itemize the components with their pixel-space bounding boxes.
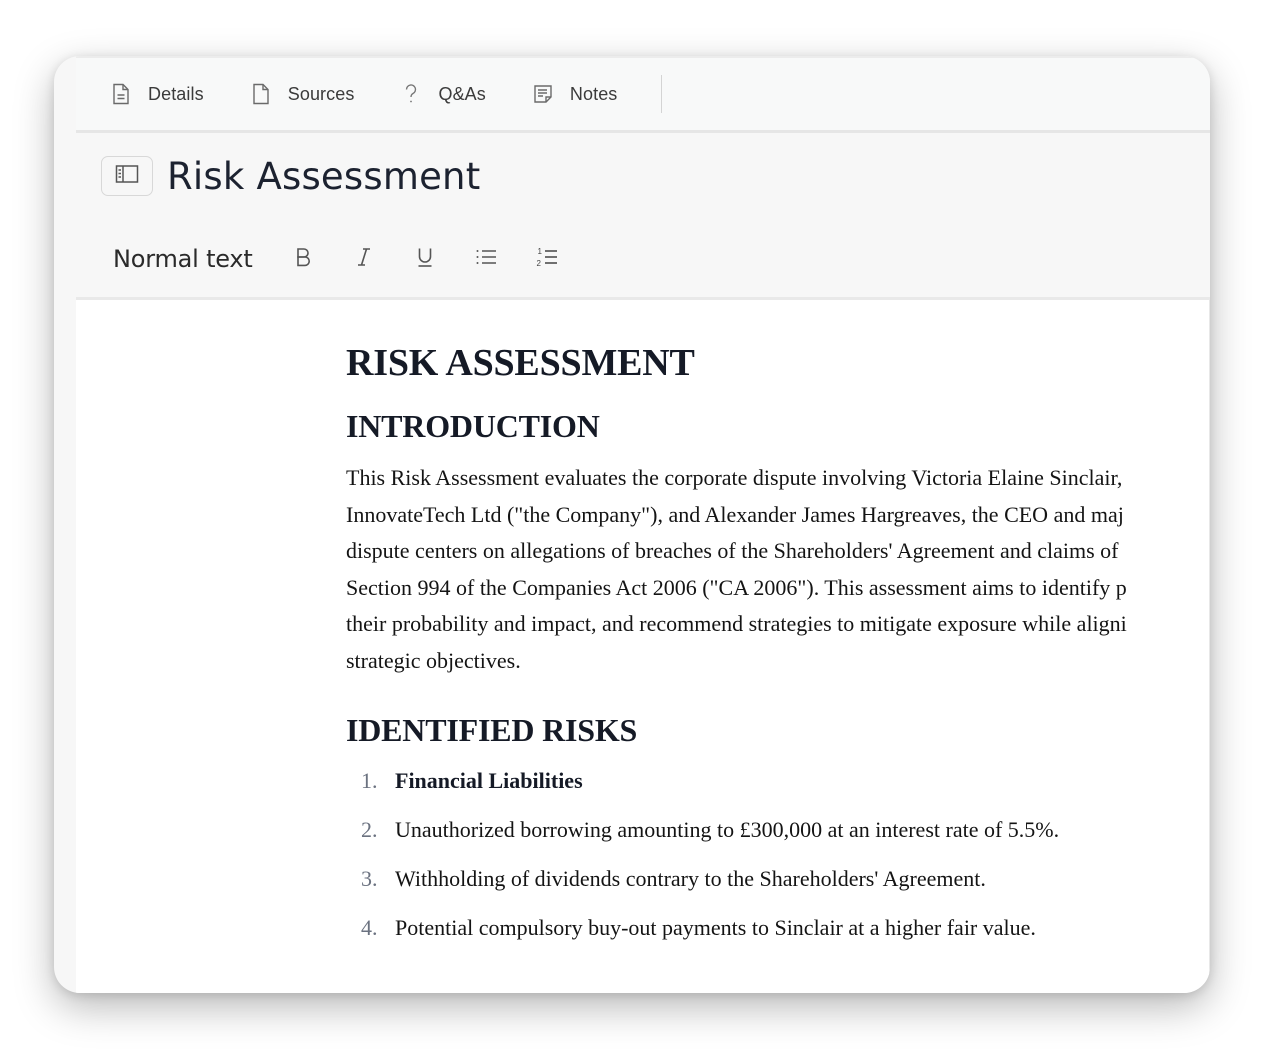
paragraph-line: their probability and impact, and recommend strategies to mitigate exposure while aligni	[346, 611, 1127, 637]
notes-icon	[532, 83, 554, 105]
list-text: Unauthorized borrowing amounting to £300,000 at an interest rate of 5.5%.	[395, 816, 1060, 842]
italic-icon	[355, 246, 373, 273]
sidebar-panel-icon	[115, 164, 139, 189]
risks-list	[346, 766, 1210, 943]
title-bar	[76, 131, 1210, 221]
italic-button[interactable]	[344, 242, 384, 276]
underline-icon	[416, 246, 434, 273]
paragraph-line: strategic objectives.	[346, 647, 521, 673]
tab-notes[interactable]	[532, 74, 618, 114]
bullet-list-icon	[475, 247, 497, 272]
underline-button[interactable]	[405, 242, 445, 276]
document-editor[interactable]	[76, 297, 1210, 993]
document-heading: RISK ASSESSMENT	[346, 342, 695, 384]
tab-qas[interactable]	[400, 74, 485, 114]
list-number: 1.	[361, 767, 378, 793]
svg-text:2: 2	[536, 258, 541, 268]
tab-divider	[661, 75, 662, 113]
paragraph-line: Section 994 of the Companies Act 2006 ("CA 2006"). This assessment aims to identify p	[346, 574, 1127, 600]
tab-sources[interactable]	[250, 74, 355, 114]
text-style-select[interactable]: Normal text	[113, 245, 253, 273]
list-item	[346, 815, 1210, 845]
tab-label: Sources	[287, 83, 355, 104]
section-heading-identified-risks: IDENTIFIED RISKS	[346, 711, 638, 748]
tab-bar	[76, 56, 1210, 133]
question-mark-icon	[400, 83, 422, 105]
numbered-list-icon	[536, 246, 558, 273]
formatting-toolbar	[76, 221, 1210, 297]
paragraph-line: dispute centers on allegations of breaches of the Shareholders' Agreement and claims of	[346, 538, 1119, 564]
tab-label: Details	[148, 83, 204, 104]
document-lines-icon	[110, 83, 132, 105]
document-body	[346, 340, 1210, 962]
list-text: Financial Liabilities	[395, 767, 583, 793]
list-item	[346, 766, 1210, 796]
paragraph-line: InnovateTech Ltd ("the Company"), and Alexander James Hargreaves, the CEO and maj	[346, 501, 1124, 527]
page-title: Risk Assessment	[167, 154, 481, 198]
list-text: Withholding of dividends contrary to the Shareholders' Agreement.	[395, 865, 986, 891]
svg-text:1: 1	[537, 246, 542, 256]
tab-label: Notes	[569, 83, 618, 104]
list-text: Potential compulsory buy-out payments to Sinclair at a higher fair value.	[395, 914, 1036, 940]
document-blank-icon	[250, 83, 272, 105]
sidebar-toggle-button[interactable]	[101, 156, 153, 196]
tab-label: Q&As	[438, 83, 486, 104]
list-number: 3.	[361, 865, 378, 891]
list-number: 4.	[361, 914, 378, 940]
numbered-list-button[interactable]	[527, 242, 567, 276]
tab-details[interactable]	[110, 74, 204, 114]
bold-icon	[294, 246, 312, 273]
introduction-paragraph	[346, 460, 1210, 680]
bold-button[interactable]	[283, 242, 323, 276]
list-number: 2.	[361, 816, 378, 842]
bullet-list-button[interactable]	[466, 242, 506, 276]
app-window	[54, 56, 1210, 993]
paragraph-line: This Risk Assessment evaluates the corporate dispute involving Victoria Elaine Sinclair,	[346, 465, 1123, 490]
list-item	[346, 864, 1210, 894]
scrollbar-edge	[1209, 300, 1210, 993]
list-item	[346, 913, 1210, 943]
section-heading-introduction: INTRODUCTION	[346, 408, 600, 444]
